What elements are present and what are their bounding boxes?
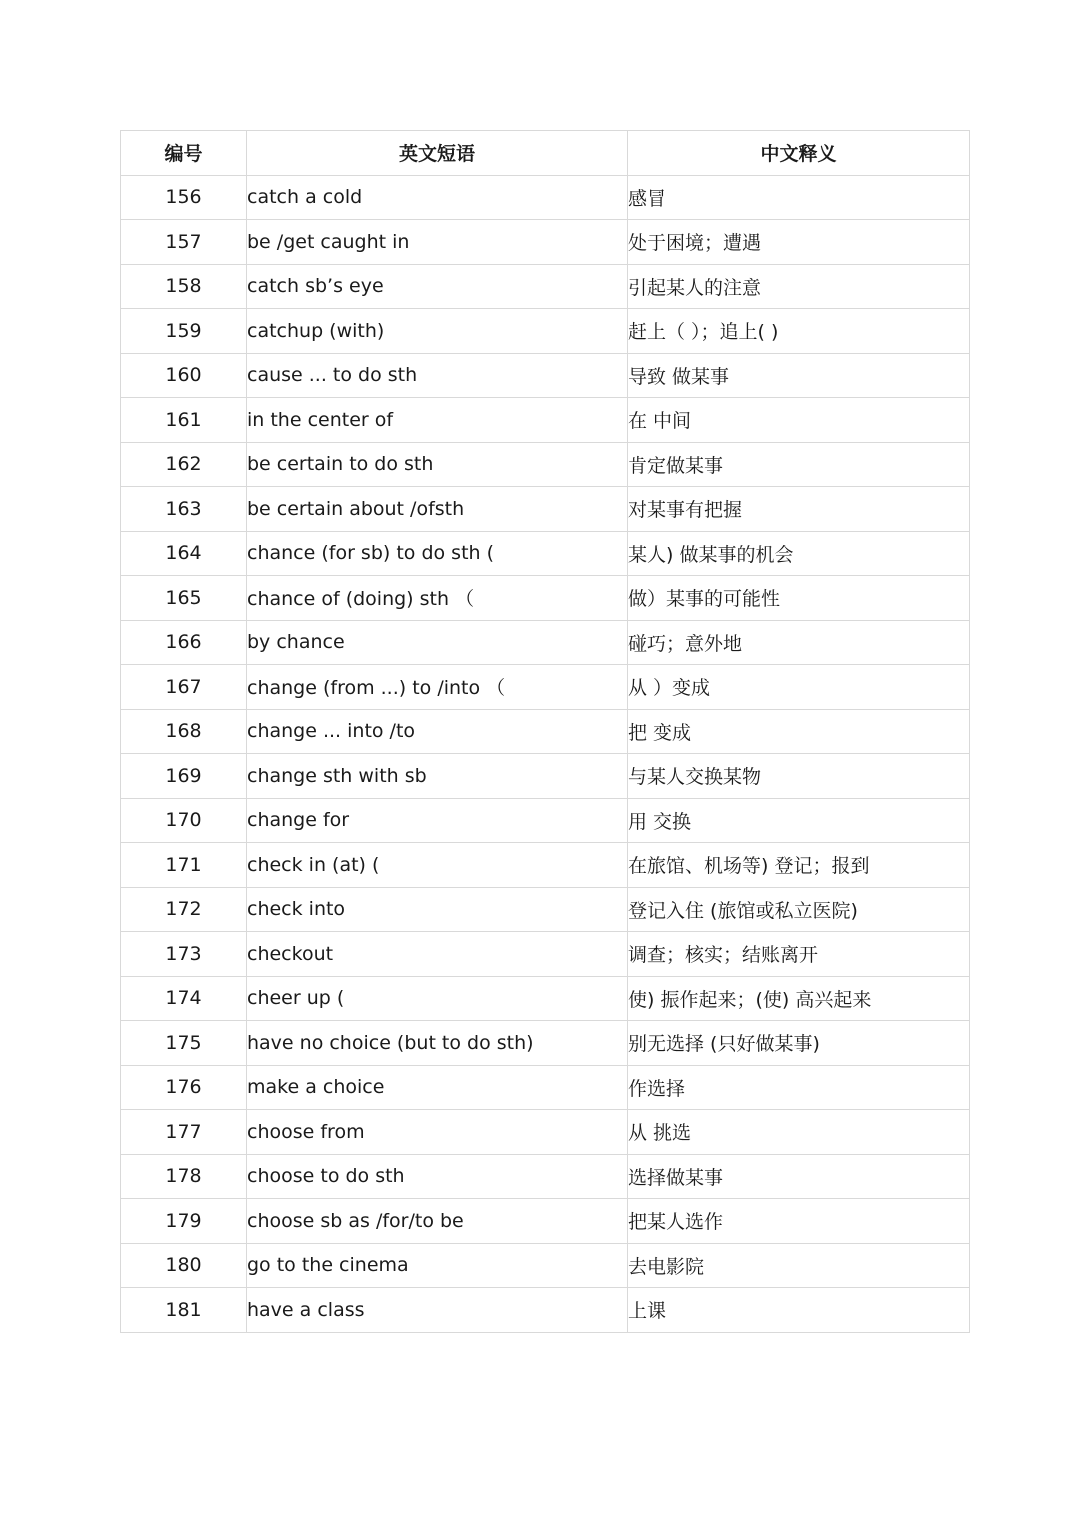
table-row <box>121 1288 970 1333</box>
table-row <box>121 1110 970 1155</box>
english-phrase: go to the cinema <box>247 1243 628 1288</box>
chinese-meaning: 引起某人的注意 <box>628 264 970 309</box>
row-number: 156 <box>121 175 247 220</box>
row-number: 164 <box>121 531 247 576</box>
english-phrase: be /get caught in <box>247 220 628 265</box>
english-phrase: change for <box>247 798 628 843</box>
chinese-meaning: 作选择 <box>628 1065 970 1110</box>
chinese-meaning: 对某事有把握 <box>628 487 970 532</box>
row-number: 165 <box>121 576 247 621</box>
chinese-meaning: 碰巧；意外地 <box>628 620 970 665</box>
table-row <box>121 220 970 265</box>
chinese-meaning: 感冒 <box>628 175 970 220</box>
row-number: 178 <box>121 1154 247 1199</box>
chinese-meaning: 使) 振作起来；(使) 高兴起来 <box>628 976 970 1021</box>
table-row <box>121 1021 970 1066</box>
english-phrase: check in (at) ( <box>247 843 628 888</box>
english-phrase: be certain about /ofsth <box>247 487 628 532</box>
english-phrase: cause ... to do sth <box>247 353 628 398</box>
english-phrase: chance of (doing) sth （ <box>247 576 628 621</box>
table-row <box>121 620 970 665</box>
table-row <box>121 843 970 888</box>
row-number: 167 <box>121 665 247 710</box>
header-number: 编号 <box>121 131 247 176</box>
chinese-meaning: 在旅馆、机场等) 登记；报到 <box>628 843 970 888</box>
row-number: 161 <box>121 398 247 443</box>
row-number: 157 <box>121 220 247 265</box>
table-row <box>121 798 970 843</box>
chinese-meaning: 选择做某事 <box>628 1154 970 1199</box>
row-number: 158 <box>121 264 247 309</box>
english-phrase: catch a cold <box>247 175 628 220</box>
chinese-meaning: 在 中间 <box>628 398 970 443</box>
chinese-meaning: 导致 做某事 <box>628 353 970 398</box>
chinese-meaning: 从 挑选 <box>628 1110 970 1155</box>
table-header-row <box>121 131 970 176</box>
chinese-meaning: 把某人选作 <box>628 1199 970 1244</box>
table-row <box>121 887 970 932</box>
row-number: 177 <box>121 1110 247 1155</box>
row-number: 163 <box>121 487 247 532</box>
header-chinese-meaning: 中文释义 <box>628 131 970 176</box>
table-row <box>121 1065 970 1110</box>
english-phrase: chance (for sb) to do sth ( <box>247 531 628 576</box>
chinese-meaning: 从 ）变成 <box>628 665 970 710</box>
table-row <box>121 1199 970 1244</box>
row-number: 174 <box>121 976 247 1021</box>
table-row <box>121 309 970 354</box>
phrase-table <box>120 130 970 1333</box>
chinese-meaning: 上课 <box>628 1288 970 1333</box>
table-row <box>121 531 970 576</box>
row-number: 170 <box>121 798 247 843</box>
chinese-meaning: 调查；核实；结账离开 <box>628 932 970 977</box>
table-row <box>121 1154 970 1199</box>
row-number: 169 <box>121 754 247 799</box>
row-number: 160 <box>121 353 247 398</box>
table-row <box>121 932 970 977</box>
table-row <box>121 1243 970 1288</box>
row-number: 162 <box>121 442 247 487</box>
table-body <box>121 175 970 1332</box>
english-phrase: catch sb’s eye <box>247 264 628 309</box>
row-number: 166 <box>121 620 247 665</box>
chinese-meaning: 某人) 做某事的机会 <box>628 531 970 576</box>
english-phrase: make a choice <box>247 1065 628 1110</box>
english-phrase: change ... into /to <box>247 709 628 754</box>
row-number: 179 <box>121 1199 247 1244</box>
row-number: 159 <box>121 309 247 354</box>
chinese-meaning: 别无选择 (只好做某事) <box>628 1021 970 1066</box>
english-phrase: choose from <box>247 1110 628 1155</box>
chinese-meaning: 去电影院 <box>628 1243 970 1288</box>
table-row <box>121 398 970 443</box>
table-row <box>121 353 970 398</box>
row-number: 172 <box>121 887 247 932</box>
chinese-meaning: 用 交换 <box>628 798 970 843</box>
english-phrase: check into <box>247 887 628 932</box>
chinese-meaning: 把 变成 <box>628 709 970 754</box>
table-row <box>121 576 970 621</box>
table-row <box>121 487 970 532</box>
chinese-meaning: 肯定做某事 <box>628 442 970 487</box>
table-row <box>121 175 970 220</box>
chinese-meaning: 登记入住 (旅馆或私立医院) <box>628 887 970 932</box>
table-row <box>121 976 970 1021</box>
row-number: 175 <box>121 1021 247 1066</box>
english-phrase: in the center of <box>247 398 628 443</box>
chinese-meaning: 赶上（ ）；追上( ) <box>628 309 970 354</box>
table-row <box>121 754 970 799</box>
english-phrase: be certain to do sth <box>247 442 628 487</box>
table-row <box>121 665 970 710</box>
table-row <box>121 442 970 487</box>
english-phrase: change sth with sb <box>247 754 628 799</box>
english-phrase: by chance <box>247 620 628 665</box>
english-phrase: have a class <box>247 1288 628 1333</box>
row-number: 168 <box>121 709 247 754</box>
table-row <box>121 264 970 309</box>
header-english-phrase: 英文短语 <box>247 131 628 176</box>
row-number: 176 <box>121 1065 247 1110</box>
table-row <box>121 709 970 754</box>
row-number: 181 <box>121 1288 247 1333</box>
english-phrase: change (from ...) to /into （ <box>247 665 628 710</box>
chinese-meaning: 与某人交换某物 <box>628 754 970 799</box>
row-number: 180 <box>121 1243 247 1288</box>
english-phrase: catchup (with) <box>247 309 628 354</box>
chinese-meaning: 做）某事的可能性 <box>628 576 970 621</box>
row-number: 173 <box>121 932 247 977</box>
english-phrase: have no choice (but to do sth) <box>247 1021 628 1066</box>
english-phrase: choose to do sth <box>247 1154 628 1199</box>
row-number: 171 <box>121 843 247 888</box>
english-phrase: checkout <box>247 932 628 977</box>
english-phrase: choose sb as /for/to be <box>247 1199 628 1244</box>
chinese-meaning: 处于困境；遭遇 <box>628 220 970 265</box>
english-phrase: cheer up ( <box>247 976 628 1021</box>
